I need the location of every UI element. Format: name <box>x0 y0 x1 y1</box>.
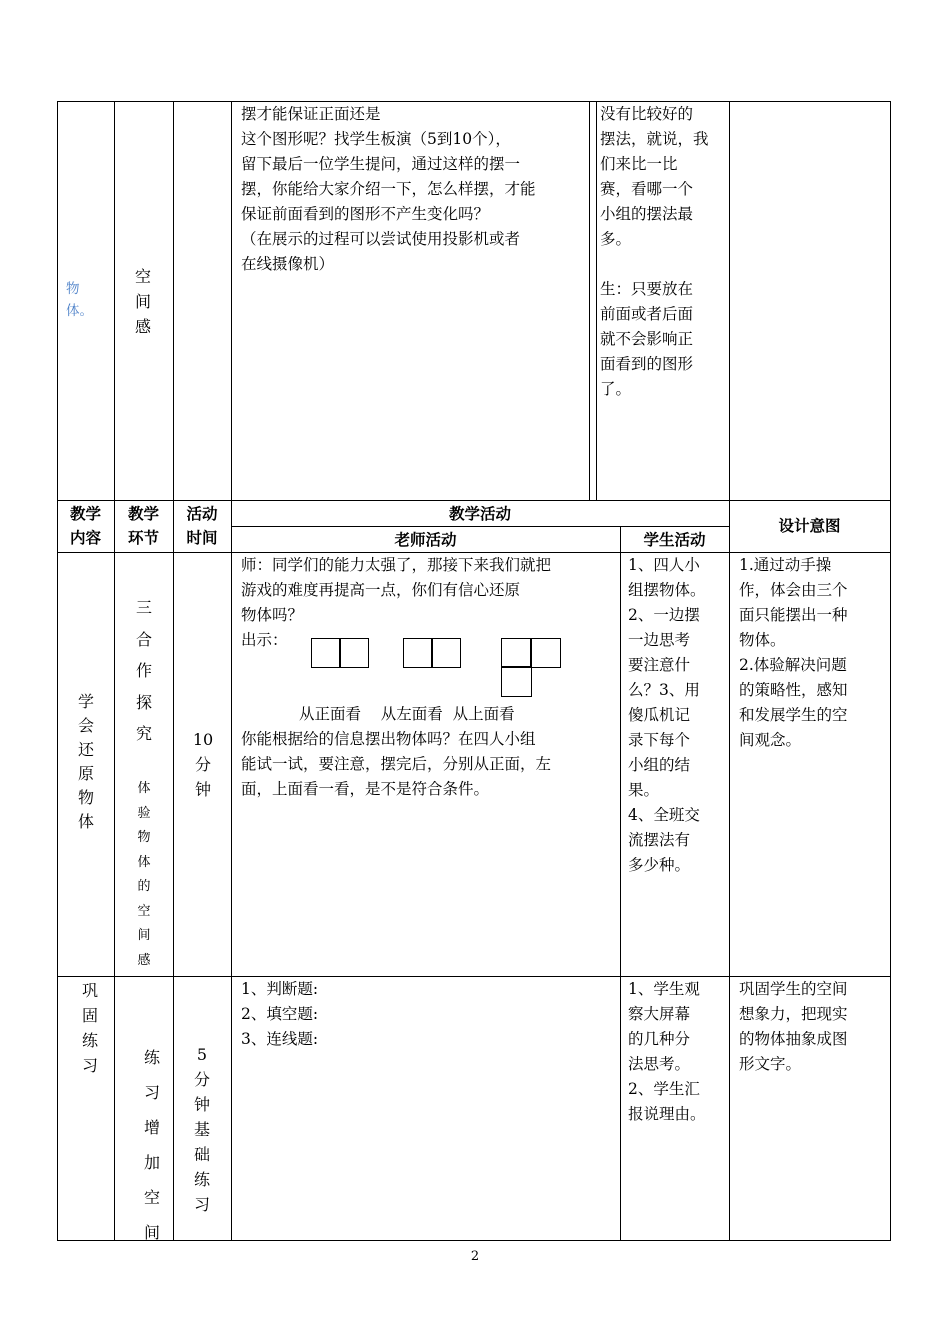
row1-content-line: 体。 <box>66 303 93 319</box>
text-line: 就不会影响正 <box>600 330 694 348</box>
text-line: 了。 <box>600 380 632 398</box>
text-line: 报说理由。 <box>628 1105 706 1123</box>
text-line: 没有比较好的 <box>600 105 694 123</box>
text-line: 果。 <box>628 781 660 799</box>
text-line: 出示： <box>241 631 288 649</box>
row1-content <box>66 278 93 322</box>
col-divider-student <box>620 526 621 1241</box>
text-line: 多少种。 <box>628 856 691 874</box>
row2-content-char: 会 <box>77 716 94 735</box>
row1-student-activity <box>600 102 709 402</box>
row1-teacher-activity <box>241 102 536 277</box>
header-teacher: 老师活动 <box>394 530 457 549</box>
row2-stage <box>133 592 155 750</box>
row2-time-char: 钟 <box>194 780 211 799</box>
row2-content-char: 原 <box>77 764 94 783</box>
text-line: 2、学生汇 <box>628 1080 700 1098</box>
col-divider-2 <box>173 101 174 1241</box>
text-line: 赛，看哪一个 <box>600 180 694 198</box>
text-line: 物体。 <box>739 631 786 649</box>
text-line: 小组的摆法最 <box>600 205 694 223</box>
top-view-square <box>530 638 561 668</box>
row3-time-char: 5 <box>196 1045 208 1064</box>
row1-stage-char: 感 <box>134 317 151 336</box>
text-line: 多。 <box>600 230 632 248</box>
text-line: 的策略性，感知 <box>739 681 848 699</box>
text-line: 留下最后一位学生提问，通过这样的摆一 <box>241 155 521 173</box>
text-line: 的物体抽象成图 <box>739 1030 848 1048</box>
text-line: 们来比一比 <box>600 155 678 173</box>
row3-stage-char: 习 <box>143 1083 160 1102</box>
row2-student-activity <box>628 553 706 878</box>
row2-stage-char: 究 <box>135 724 152 743</box>
text-line: 一边思考 <box>628 631 691 649</box>
text-line: 4、全班交 <box>628 806 700 824</box>
header-text: 环节 <box>127 528 159 547</box>
row3-time-char: 础 <box>193 1145 210 1164</box>
text-line: 法思考。 <box>628 1055 691 1073</box>
row3-teacher-activity <box>241 977 318 1052</box>
row2-stage-sub-char: 体 <box>137 854 151 870</box>
text-line: 要注意什 <box>628 656 691 674</box>
row-divider-subheader <box>231 526 729 527</box>
row3-stage <box>141 1040 163 1250</box>
row2-time <box>188 727 218 802</box>
row2-content-char: 物 <box>77 788 94 807</box>
header-text: 活动 <box>186 504 218 523</box>
left-view-square <box>403 638 433 668</box>
row2-stage-sub-char: 体 <box>137 781 151 796</box>
front-view-square <box>339 638 369 668</box>
row3-time <box>191 1042 213 1217</box>
text-line: 和发展学生的空 <box>739 706 848 724</box>
row3-content-char: 巩 <box>81 981 98 1000</box>
text-line: 物体吗？ <box>241 606 304 624</box>
view-labels: 从正面看 从左面看 从上面看 <box>299 705 515 723</box>
table-border-right <box>890 101 891 1241</box>
row3-stage-char: 练 <box>143 1048 160 1067</box>
row2-content-char: 学 <box>77 692 94 711</box>
row3-stage-char: 增 <box>143 1118 160 1137</box>
text-line: 游戏的难度再提高一点，你们有信心还原 <box>241 581 521 599</box>
row1-stage-char: 空 <box>134 267 151 286</box>
text-line: 傻瓜机记 <box>628 706 691 724</box>
col-divider-1 <box>114 101 115 1241</box>
row3-time-char: 习 <box>193 1195 210 1214</box>
text-line: 1.通过动手操 <box>739 556 832 574</box>
text-line: 小组的结 <box>628 756 691 774</box>
text-line: 作，体会由三个 <box>739 581 848 599</box>
row2-stage-sub-char: 间 <box>137 928 151 943</box>
row1-stage-char: 间 <box>134 292 151 311</box>
text-line: 面看到的图形 <box>600 355 694 373</box>
left-view-square <box>431 638 461 668</box>
text-line: 组摆物体。 <box>628 581 706 599</box>
row3-time-char: 基 <box>193 1120 210 1139</box>
text-line: 前面或者后面 <box>600 305 694 323</box>
table-border-left <box>57 101 58 1241</box>
header-time <box>173 502 231 550</box>
header-student: 学生活动 <box>643 530 706 549</box>
text-line: 间观念。 <box>739 731 802 749</box>
header-stage <box>114 502 173 550</box>
row1-stage <box>132 264 154 339</box>
text-line: 摆，你能给大家介绍一下，怎么样摆，才能 <box>241 180 536 198</box>
header-activity: 教学活动 <box>448 504 511 523</box>
row2-content-char: 还 <box>77 740 94 759</box>
top-view-square <box>501 666 532 697</box>
text-line: 面只能摆出一种 <box>739 606 848 624</box>
row2-stage-char: 探 <box>135 692 152 712</box>
text-line: 察大屏幕 <box>628 1005 691 1023</box>
text-line: 摆法，就说，我 <box>600 130 709 148</box>
row3-stage-char: 间 <box>143 1223 160 1242</box>
row3-content-char: 固 <box>81 1006 98 1025</box>
text-line: 你能根据给的信息摆出物体吗？在四人小组 <box>241 730 536 748</box>
text-line: 保证前面看到的图形不产生变化吗？ <box>241 205 490 223</box>
text-line: 2.体验解决问题 <box>739 656 847 674</box>
row3-content-char: 练 <box>81 1031 98 1050</box>
col-divider-3 <box>231 101 232 1241</box>
blank-line <box>600 252 709 277</box>
row2-content <box>75 690 97 834</box>
header-text: 教学 <box>127 504 159 523</box>
text-line: 么？3、用 <box>628 681 700 699</box>
text-line: 在线摄像机） <box>241 255 335 273</box>
row2-stage-sub-char: 空 <box>137 903 151 919</box>
text-line: 师：同学们的能力太强了，那接下来我们就把 <box>241 556 552 574</box>
text-line: 摆才能保证正面还是 <box>241 105 381 123</box>
header-text: 教学 <box>69 504 101 523</box>
header-content <box>57 502 114 550</box>
text-line: 2、填空题: <box>241 1005 319 1023</box>
row2-stage-sub-char: 物 <box>137 830 151 845</box>
row2-stage-sub <box>133 777 155 973</box>
page-number: 2 <box>470 1249 480 1264</box>
row3-design-intent <box>739 977 848 1077</box>
text-line: 能试一试，要注意，摆完后，分别从正面，左 <box>241 755 552 773</box>
header-text: 内容 <box>69 528 101 547</box>
header-text: 时间 <box>186 528 218 547</box>
top-view-square <box>501 638 532 668</box>
col-divider-student-row1b <box>596 101 597 500</box>
header-design: 设计意图 <box>778 516 841 535</box>
text-line: 1、判断题: <box>241 980 319 998</box>
row2-content-char: 体 <box>77 812 94 831</box>
text-line: 的几种分 <box>628 1030 691 1048</box>
text-line: 这个图形呢？找学生板演（5到10个）， <box>241 130 511 148</box>
text-line: 巩固学生的空间 <box>739 980 848 998</box>
text-line: （在展示的过程可以尝试使用投影机或者 <box>241 230 521 248</box>
row2-stage-sub-char: 验 <box>137 805 151 821</box>
row3-student-activity <box>628 977 706 1127</box>
row2-stage-sub-char: 感 <box>137 952 151 968</box>
row3-stage-char: 空 <box>143 1188 160 1207</box>
row2-teacher-task <box>241 727 551 802</box>
col-divider-student-row1a <box>589 101 590 500</box>
front-view-square <box>311 638 341 668</box>
row2-time-char: 10 <box>192 730 214 749</box>
text-line: 生：只要放在 <box>600 280 694 298</box>
text-line: 1、四人小 <box>628 556 700 574</box>
row2-design-intent <box>739 553 848 753</box>
row3-stage-char: 加 <box>143 1153 160 1172</box>
row3-time-char: 分 <box>193 1070 210 1089</box>
row2-stage-char: 作 <box>135 661 152 680</box>
text-line: 录下每个 <box>628 731 691 749</box>
text-line: 面，上面看一看，是不是符合条件。 <box>241 780 490 798</box>
row3-time-char: 练 <box>193 1170 210 1189</box>
text-line: 想象力，把现实 <box>739 1005 848 1023</box>
text-line: 流摆法有 <box>628 831 691 849</box>
row-divider-header-top <box>57 500 891 501</box>
row2-time-char: 分 <box>194 755 211 774</box>
text-line: 1、学生观 <box>628 980 700 998</box>
table-border-bottom <box>57 1240 891 1241</box>
text-line: 3、连线题: <box>241 1030 319 1048</box>
row3-content <box>79 978 101 1078</box>
row3-content-char: 习 <box>81 1056 98 1075</box>
col-divider-design <box>729 101 730 1241</box>
row2-stage-char: 合 <box>135 629 152 649</box>
row2-stage-sub-char: 的 <box>137 879 151 894</box>
row2-stage-char: 三 <box>135 598 152 617</box>
text-line: 2、一边摆 <box>628 606 700 624</box>
row1-content-line: 物 <box>66 281 80 297</box>
row3-time-char: 钟 <box>193 1095 210 1114</box>
text-line: 形文字。 <box>739 1055 802 1073</box>
